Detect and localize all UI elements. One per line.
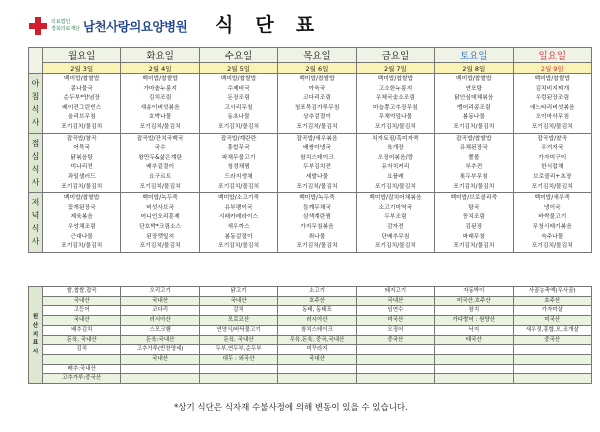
origin-cell xyxy=(199,364,277,374)
origin-cell: 소고기 xyxy=(278,287,356,297)
menu-item: 어니언오리훈제 xyxy=(140,214,180,221)
menu-item: 포기김치/물김치 xyxy=(217,183,260,190)
meal-label-char: 침 xyxy=(31,92,40,102)
day-date-4: 2월 7일 xyxy=(356,63,434,74)
day-date-0: 2월 3일 xyxy=(43,63,121,74)
menu-item: 잡곡밥/잔치국백국 xyxy=(136,135,184,142)
menu-item: 꽃게된장국 xyxy=(67,204,96,211)
origin-cell: 새우젓,흥합,오,조개살 xyxy=(513,325,591,335)
origin-cell: 호주산 xyxy=(513,296,591,306)
meal-label-0 xyxy=(29,74,43,134)
menu-item: 육개장 xyxy=(386,145,404,152)
menu-item: 유자치커리 xyxy=(381,164,410,171)
menu-item: 삼색계란찜 xyxy=(302,214,331,221)
menu-item: 김된장 xyxy=(465,223,483,230)
menu-item: 백미밥/소고기죽 xyxy=(217,195,260,202)
origin-cell: 국내산 xyxy=(121,296,199,306)
menu-item: 탕국 xyxy=(468,204,480,211)
meal-label-char: 심 xyxy=(31,151,40,161)
day-name-0: 월요일 xyxy=(43,48,121,63)
menu-item: 새우까스 xyxy=(227,223,250,230)
menu-item: 돈장조림 xyxy=(227,95,250,102)
menu-item: 한식잡채 xyxy=(541,164,564,171)
hospital-logo xyxy=(28,14,188,38)
day-date-3: 2월 6일 xyxy=(278,63,356,74)
origin-cell: 낙지 xyxy=(435,325,513,335)
menu-item: 세발나물 xyxy=(305,173,329,180)
menu-item: 닭볶음탕 xyxy=(70,154,93,161)
menu-item: 아욱국 xyxy=(308,85,326,92)
menu-item: 제육볶음 xyxy=(70,214,93,221)
meal-label-2 xyxy=(29,193,43,253)
origin-cell: 두부,연두부,순두부 xyxy=(199,345,277,355)
meal-label-char: 사 xyxy=(31,177,40,187)
menu-cell xyxy=(435,133,513,193)
menu-item: 고소한누룽지 xyxy=(378,85,413,92)
menu-item: 뱅어리콩조림 xyxy=(457,104,491,111)
origin-cell: 중국산 xyxy=(513,335,591,345)
menu-cell xyxy=(435,193,513,253)
menu-item: 우체국숯소조림 xyxy=(375,95,415,102)
origin-cell xyxy=(356,374,434,384)
origin-cell: 국내산 xyxy=(43,316,121,326)
origin-cell: 참치스테이크 xyxy=(278,325,356,335)
menu-cell xyxy=(278,133,356,193)
origin-cell: 오징어 xyxy=(356,325,434,335)
origin-row xyxy=(29,364,592,374)
origin-row xyxy=(29,287,592,297)
menu-item: 닭안심데체볶음 xyxy=(454,95,494,102)
origin-cell: 미국산 xyxy=(356,316,434,326)
meal-label-char: 점 xyxy=(31,138,40,148)
menu-item: 백미밥/녹두죽 xyxy=(142,195,178,202)
menu-item: 김치비지찌개 xyxy=(535,85,570,92)
menu-item: 파래무침 xyxy=(462,233,486,240)
menu-item: 잡곡밥/찹쌀밥 xyxy=(456,135,492,142)
meal-label-char: 사 xyxy=(31,237,40,247)
menu-cell xyxy=(356,74,434,134)
menu-item: 근대나물 xyxy=(70,233,93,240)
origin-label-char: 원 xyxy=(32,314,39,321)
day-date-2: 2월 5일 xyxy=(199,63,277,74)
origin-row xyxy=(29,325,592,335)
menu-item: 올리브무침 xyxy=(67,114,96,121)
menu-item: 상추겉절이 xyxy=(302,114,331,121)
origin-cell: 러시아산 xyxy=(278,316,356,326)
origin-cell: 돈육, 국내산 xyxy=(43,335,121,345)
day-date-1: 2월 4일 xyxy=(121,63,199,74)
meal-label-char: 사 xyxy=(31,118,40,128)
origin-cell: 동태, 동태포 xyxy=(278,306,356,316)
menu-item: 시래카레라이스 xyxy=(218,214,259,221)
origin-cell: 러시아산 xyxy=(121,316,199,326)
menu-cell xyxy=(278,193,356,253)
origin-row xyxy=(29,306,592,316)
menu-item: 치자토핑/흑미자쿡 xyxy=(372,135,419,142)
menu-item: 왕만두&삶은계란 xyxy=(138,154,182,161)
origin-cell: 미꾸라지 xyxy=(278,345,356,355)
meal-label-1 xyxy=(29,133,43,193)
origin-cell: 갈치 xyxy=(199,306,277,316)
origin-cell xyxy=(435,354,513,364)
origin-cell xyxy=(513,374,591,384)
menu-item: 포기김치/물김치 xyxy=(217,243,260,250)
menu-item: 베이컨그린빈스 xyxy=(62,104,102,111)
menu-item: 포기김치/물김치 xyxy=(374,183,416,190)
origin-cell: 돈육:국내산 xyxy=(121,335,199,345)
menu-item: 잡곡밥/찰곡 xyxy=(66,135,97,142)
meal-label-char: 녁 xyxy=(31,211,40,221)
meal-row xyxy=(29,133,592,193)
menu-item: 들깨무채국 xyxy=(302,204,331,211)
origin-cell xyxy=(43,354,121,364)
menu-item: 동초나물 xyxy=(227,114,250,121)
origin-cell: 가자미살 xyxy=(513,306,591,316)
menu-item: 단호박*크림소스 xyxy=(139,223,182,230)
menu-item: 애느타리버섯볶음 xyxy=(529,104,575,111)
origin-table xyxy=(28,286,592,384)
menu-cell xyxy=(121,74,199,134)
menu-cell xyxy=(121,193,199,253)
menu-item: 단배추무침 xyxy=(381,233,410,240)
menu-item: 참치스테이크 xyxy=(300,154,334,161)
menu-item: 톳두부무침 xyxy=(459,173,488,180)
menu-item: 백미밥/찹쌀밥 xyxy=(63,195,100,202)
menu-item: 버섯사브국 xyxy=(146,204,175,211)
menu-cell xyxy=(199,74,277,134)
menu-item: 부추전 xyxy=(465,164,483,171)
menu-cell xyxy=(121,133,199,193)
day-name-2: 수요일 xyxy=(199,48,277,63)
origin-cell xyxy=(435,374,513,384)
origin-cell: 닭고기 xyxy=(199,287,277,297)
menu-item: 포기김치/물김치 xyxy=(453,123,495,130)
origin-cell: 가다랑어 : 원양산 xyxy=(435,316,513,326)
meal-label-char: 아 xyxy=(31,79,40,89)
origin-cell xyxy=(435,364,513,374)
origin-cell xyxy=(121,364,199,374)
origin-label-char: 산 xyxy=(32,322,39,329)
menu-item: 포기김치/물김치 xyxy=(531,123,573,130)
menu-item: 잡곡밥/새우볶음 xyxy=(296,135,338,142)
origin-cell xyxy=(278,374,356,384)
menu-item: 요플레 xyxy=(386,173,404,180)
origin-row xyxy=(29,354,592,364)
menu-item: 쫄볼 xyxy=(468,154,480,161)
origin-cell: 쌀,찹쌀,잡곡 xyxy=(43,287,121,297)
menu-item: 감자전 xyxy=(386,223,404,230)
origin-label-char: 표 xyxy=(32,340,39,347)
menu-item: 포기김치/물김치 xyxy=(61,123,103,130)
menu-item: 포기김치/물김치 xyxy=(374,123,416,130)
origin-cell: 임연수 xyxy=(356,306,434,316)
day-date-5: 2월 8일 xyxy=(435,63,513,74)
day-name-3: 목요일 xyxy=(278,48,356,63)
origin-cell: 대두 : 외국산 xyxy=(199,354,277,364)
menu-cell xyxy=(43,193,121,253)
origin-cell: 미국산 xyxy=(513,316,591,326)
origin-cell: 미국산,호주산 xyxy=(435,296,513,306)
menu-item: 우렁된장조림 xyxy=(535,95,570,102)
menu-item: 포기김치/물김치 xyxy=(531,243,573,250)
menu-item: 백미밥/브로콜리죽 xyxy=(450,195,498,202)
menu-item: 흥합무국 xyxy=(227,145,250,152)
menu-item: 포기김치/물김치 xyxy=(374,243,416,250)
menu-item: 잡곡밥/계란란 xyxy=(220,135,257,142)
menu-item: 백미밥/찹쌀밥 xyxy=(377,76,414,82)
menu-item: 두부김치전 xyxy=(302,164,331,171)
origin-cell: 국내산 xyxy=(121,354,199,364)
menu-item: 가자미구이 xyxy=(538,154,567,161)
menu-item: 오징어볶음/깡 xyxy=(377,154,414,161)
origin-cell: 스모크햄 xyxy=(121,325,199,335)
menu-item: 가마솥누룽지 xyxy=(143,85,177,92)
meal-label-char: 식 xyxy=(31,164,40,174)
origin-cell xyxy=(513,354,591,364)
menu-item: 백미밥/새우죽 xyxy=(534,195,571,202)
menu-item: 연포탕 xyxy=(465,85,483,92)
menu-item: 콩나물국 xyxy=(70,85,93,92)
origin-cell: 돼지고기 xyxy=(356,287,434,297)
day-name-4: 금요일 xyxy=(356,48,434,63)
menu-item: 드라지생채 xyxy=(224,173,253,180)
menu-item: 포기김치/물김치 xyxy=(531,183,573,190)
origin-row xyxy=(29,296,592,306)
menu-item: 배쌍이냉국 xyxy=(302,145,331,152)
menu-item: 포기김치/물김치 xyxy=(217,123,260,130)
menu-item: 숙주나물 xyxy=(541,233,564,240)
origin-cell: 고등어 xyxy=(43,306,121,316)
logo-subtitle: 의료법인 경북의료재단 xyxy=(51,19,80,32)
origin-cell: 우육,돈육, 중국,국내산 xyxy=(278,335,356,345)
menu-item: 냉이국 xyxy=(543,204,561,211)
menu-item: 코다리조림 xyxy=(302,95,331,102)
origin-row xyxy=(29,345,592,355)
menu-item: 봄동겉절이 xyxy=(224,233,253,240)
origin-cell: 돈육, 국내산 xyxy=(199,335,277,345)
day-date-6: 2월 9일 xyxy=(513,63,591,74)
origin-cell: 중국산 xyxy=(356,335,434,345)
menu-item: 순두부*양념장 xyxy=(63,95,100,102)
origin-row xyxy=(29,335,592,345)
menu-item: 청경채찜 xyxy=(227,164,250,171)
menu-item: 포기김치/물김치 xyxy=(296,243,338,250)
menu-item: 포기김치/물김치 xyxy=(139,243,181,250)
origin-cell: 참치 xyxy=(435,306,513,316)
origin-cell: 모로코산 xyxy=(199,316,277,326)
menu-item: 백미밥/잡치어채볶음 xyxy=(369,195,422,202)
meal-label-char: 식 xyxy=(31,105,40,115)
origin-cell: 호주산 xyxy=(278,296,356,306)
origin-label-char: 시 xyxy=(32,349,39,356)
origin-cell: 코다리 xyxy=(121,306,199,316)
origin-cell: 고추가루(반찬영세) xyxy=(121,345,199,355)
origin-cell xyxy=(278,364,356,374)
menu-item: 백미밥/찹쌀밥 xyxy=(63,76,100,82)
origin-cell: 고추가루:중국산 xyxy=(43,374,121,384)
menu-item: 백미밥/녹두죽 xyxy=(299,195,335,202)
menu-item: 잡곡밥/찰곡 xyxy=(537,135,568,142)
menu-item: 백미밥/찹쌀밥 xyxy=(142,76,178,82)
menu-cell xyxy=(356,133,434,193)
menu-item: 봄동나물 xyxy=(462,114,486,121)
menu-cell xyxy=(278,74,356,134)
menu-cell xyxy=(435,74,513,134)
menu-item: 배추겉절이 xyxy=(146,164,175,171)
origin-cell: 국내산 xyxy=(356,296,434,306)
day-name-5: 토요일 xyxy=(435,48,513,63)
menu-item: 수제비국 xyxy=(227,85,250,92)
menu-item: 김치조림 xyxy=(148,95,172,102)
origin-cell: 김치 xyxy=(43,345,121,355)
menu-item: 포기김치/물김치 xyxy=(61,183,103,190)
page-title: 식단표 xyxy=(215,14,337,36)
menu-item: 백미밥/찹쌀밥 xyxy=(534,76,571,82)
menu-item: 고사리무침 xyxy=(224,104,253,111)
origin-cell xyxy=(356,354,434,364)
menu-item: 국수 xyxy=(154,145,166,152)
corner-cell xyxy=(29,48,43,74)
origin-cell: 태국산 xyxy=(435,335,513,345)
weekly-menu-table xyxy=(28,47,592,253)
menu-item: 포기김치/물김치 xyxy=(296,123,338,130)
menu-cell xyxy=(513,74,591,134)
menu-item: 된장깻잎지 xyxy=(146,233,175,240)
menu-item: 브로콜리+초장 xyxy=(533,173,572,180)
menu-item: 무채억덮나물 xyxy=(378,114,413,121)
menu-item: 포기김치/물김치 xyxy=(453,243,495,250)
day-name-1: 화요일 xyxy=(121,48,199,63)
menu-cell xyxy=(199,133,277,193)
menu-item: 소고기미역국 xyxy=(378,204,413,211)
menu-item: 가지무침볶음 xyxy=(300,223,334,230)
menu-item: 미나리전 xyxy=(70,164,93,171)
origin-cell xyxy=(121,374,199,384)
day-name-6: 일요일 xyxy=(513,48,591,63)
menu-item: 오이마삭무침 xyxy=(535,114,570,121)
origin-cell xyxy=(513,364,591,374)
hospital-name: 남천사랑의요양병원 xyxy=(82,19,188,34)
menu-item: 청포묵김가루무침 xyxy=(294,104,340,111)
origin-label xyxy=(29,287,43,384)
page-header xyxy=(0,0,600,44)
menu-item: 과일샐러드 xyxy=(67,173,96,180)
menu-item: 마늘쫑고추장무침 xyxy=(372,104,418,111)
menu-cell xyxy=(43,133,121,193)
menu-item: 호박나물 xyxy=(148,114,172,121)
menu-item: 포기김치/물김치 xyxy=(61,243,103,250)
origin-cell: 국내산 xyxy=(43,296,121,306)
origin-cell xyxy=(513,345,591,355)
origin-cell xyxy=(356,364,434,374)
origin-cell xyxy=(356,345,434,355)
menu-item: 백미밥/찹쌀밥 xyxy=(456,76,492,82)
origin-cell: 국내산 xyxy=(278,354,356,364)
menu-item: 바싹불고기 xyxy=(538,214,567,221)
meal-row xyxy=(29,74,592,134)
menu-item: 포기김치/물김치 xyxy=(296,183,338,190)
menu-cell xyxy=(43,74,121,134)
origin-cell: 사골농축액(우사골) xyxy=(513,287,591,297)
red-cross-icon xyxy=(28,16,48,36)
origin-row xyxy=(29,374,592,384)
menu-cell xyxy=(513,193,591,253)
origin-cell: 배추:국내산 xyxy=(43,364,121,374)
menu-item: 꽁치조림 xyxy=(462,214,486,221)
origin-row xyxy=(29,316,592,326)
meal-row xyxy=(29,193,592,253)
menu-item: 어묵국 xyxy=(73,145,91,152)
origin-label-char: 지 xyxy=(32,331,39,338)
origin-cell: 배추김치 xyxy=(43,325,121,335)
menu-item: 유부팽이국 xyxy=(224,204,253,211)
origin-cell: 오리고기 xyxy=(121,287,199,297)
origin-cell: 국내산 xyxy=(199,296,277,306)
origin-cell: 자동박이 xyxy=(435,287,513,297)
menu-item: 요구르트 xyxy=(148,173,172,180)
footer-note: *상기 식단은 식자재 수불사정에 의해 변동이 있을 수 있습니다. xyxy=(174,403,408,413)
menu-cell xyxy=(513,133,591,193)
meal-label-char: 식 xyxy=(31,224,40,234)
menu-item: 무청시래기볶음 xyxy=(532,223,572,230)
menu-item: 두부조림 xyxy=(384,214,407,221)
menu-item: 우엉채조림 xyxy=(67,223,96,230)
menu-item: 백미밥/찹쌀밥 xyxy=(299,76,335,82)
menu-item: 유채된장국 xyxy=(459,145,488,152)
menu-item: 새송이버섯볶음 xyxy=(140,104,180,111)
menu-cell xyxy=(199,193,277,253)
menu-item: 파채무불고기 xyxy=(221,154,256,161)
menu-cell xyxy=(356,193,434,253)
menu-item: 포기김치/물김치 xyxy=(453,183,495,190)
menu-item: 우거지국 xyxy=(541,145,564,152)
origin-cell xyxy=(199,374,277,384)
menu-item: 포기김치/물김치 xyxy=(139,183,181,190)
menu-item: 백미밥/찹쌀밥 xyxy=(220,76,257,82)
menu-item: 포기김치/물김치 xyxy=(139,123,181,130)
origin-cell: 연양식/바닥물고기 xyxy=(199,325,277,335)
menu-item: 취나물 xyxy=(308,233,326,240)
origin-cell xyxy=(435,345,513,355)
meal-label-char: 저 xyxy=(31,198,40,208)
